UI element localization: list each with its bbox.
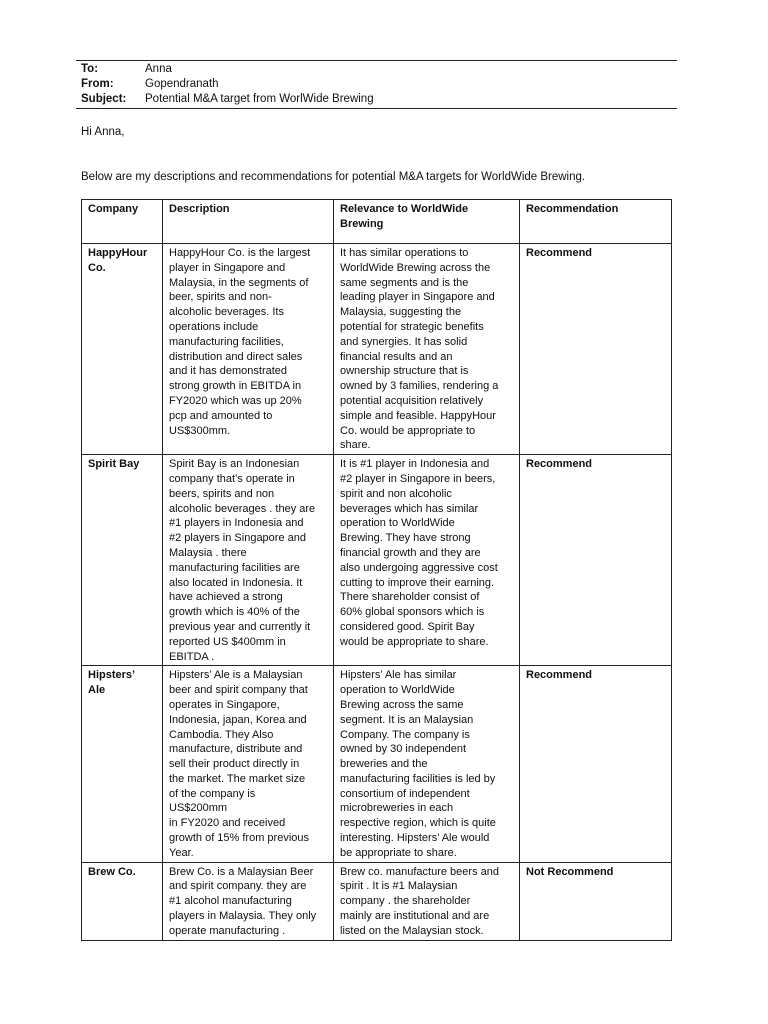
company-description: Hipsters’ Ale is a Malaysian beer and spirit company that operates in Singapore, Indonesia, japan, Korea and Cambodia. They Also manufacture, distribute and sell their product directly in the market. The market size of the company is US$200mm in FY2020 and received growth of 15% from previous Year. bbox=[163, 666, 334, 862]
intro-paragraph: Below are my descriptions and recommendations for potential M&A targets for WorldWide Brewing. bbox=[81, 171, 586, 183]
table-row bbox=[82, 862, 672, 940]
company-recommendation: Recommend bbox=[520, 666, 672, 862]
company-recommendation: Not Recommend bbox=[520, 862, 672, 940]
memo-header bbox=[81, 62, 374, 107]
targets-table bbox=[81, 199, 672, 941]
to-label: To: bbox=[81, 63, 99, 75]
table-row bbox=[82, 455, 672, 666]
subject-label: Subject: bbox=[81, 93, 127, 105]
column-header-description: Description bbox=[163, 200, 334, 244]
column-header-relevance: Relevance to WorldWide Brewing bbox=[334, 200, 520, 244]
company-recommendation: Recommend bbox=[520, 455, 672, 666]
column-header-company: Company bbox=[82, 200, 163, 244]
company-description: Spirit Bay is an Indonesian company that’s operate in beers, spirits and non alcoholic beverages . they are #1 players in Indonesia and #2 players in Singapore and Malaysia . there manufacturing facilities are also located in Indonesia. It have achieved a strong growth which is 40% of the previous year and currently it reported US $400mm in EBITDA . bbox=[163, 455, 334, 666]
company-relevance: It has similar operations to WorldWide Brewing across the same segments and is the leading player in Singapore and Malaysia, suggesting the potential for strategic benefits and synergies. It has solid financial results and an ownership structure that is owned by 3 families, rendering a potential acquisition relatively simple and feasible. HappyHour Co. would be appropriate to share. bbox=[334, 244, 520, 455]
header-top-rule bbox=[76, 60, 677, 61]
company-recommendation: Recommend bbox=[520, 244, 672, 455]
subject-value: Potential M&A target from WorlWide Brewing bbox=[145, 93, 374, 105]
table-row bbox=[82, 244, 672, 455]
column-header-recommendation: Recommendation bbox=[520, 200, 672, 244]
table-header-row bbox=[82, 200, 672, 244]
company-description: Brew Co. is a Malaysian Beer and spirit company. they are #1 alcohol manufacturing players in Malaysia. They only operate manufacturing . bbox=[163, 862, 334, 940]
header-bottom-rule bbox=[76, 108, 677, 109]
company-name: Brew Co. bbox=[82, 862, 163, 940]
from-row bbox=[81, 77, 374, 92]
to-value: Anna bbox=[145, 63, 172, 75]
greeting: Hi Anna, bbox=[81, 126, 125, 138]
company-relevance: It is #1 player in Indonesia and #2 player in Singapore in beers, spirit and non alcoholic beverages which has similar operation to WorldWide Brewing. They have strong financial growth and they are also undergoing aggressive cost cutting to improve their earning. There shareholder consist of 60% global sponsors which is considered good. Spirit Bay would be appropriate to share. bbox=[334, 455, 520, 666]
from-label: From: bbox=[81, 78, 114, 90]
company-relevance: Hipsters’ Ale has similar operation to WorldWide Brewing across the same segment. It is an Malaysian Company. The company is owned by 30 independent breweries and the manufacturing facilities is led by consortium of independent microbreweries in each respective region, which is quite interesting. Hipsters’ Ale would be appropriate to share. bbox=[334, 666, 520, 862]
company-name: Hipsters’ Ale bbox=[82, 666, 163, 862]
company-description: HappyHour Co. is the largest player in Singapore and Malaysia, in the segments of beer, spirits and non- alcoholic beverages. Its operations include manufacturing facilities, distribution and direct sales and it has demonstrated strong growth in EBITDA in FY2020 which was up 20% pcp and amounted to US$300mm. bbox=[163, 244, 334, 455]
from-value: Gopendranath bbox=[145, 78, 219, 90]
company-relevance: Brew co. manufacture beers and spirit . It is #1 Malaysian company . the shareholder mainly are institutional and are listed on the Malaysian stock. bbox=[334, 862, 520, 940]
table-row bbox=[82, 666, 672, 862]
company-name: HappyHour Co. bbox=[82, 244, 163, 455]
company-name: Spirit Bay bbox=[82, 455, 163, 666]
subject-row bbox=[81, 92, 374, 107]
to-row bbox=[81, 62, 374, 77]
